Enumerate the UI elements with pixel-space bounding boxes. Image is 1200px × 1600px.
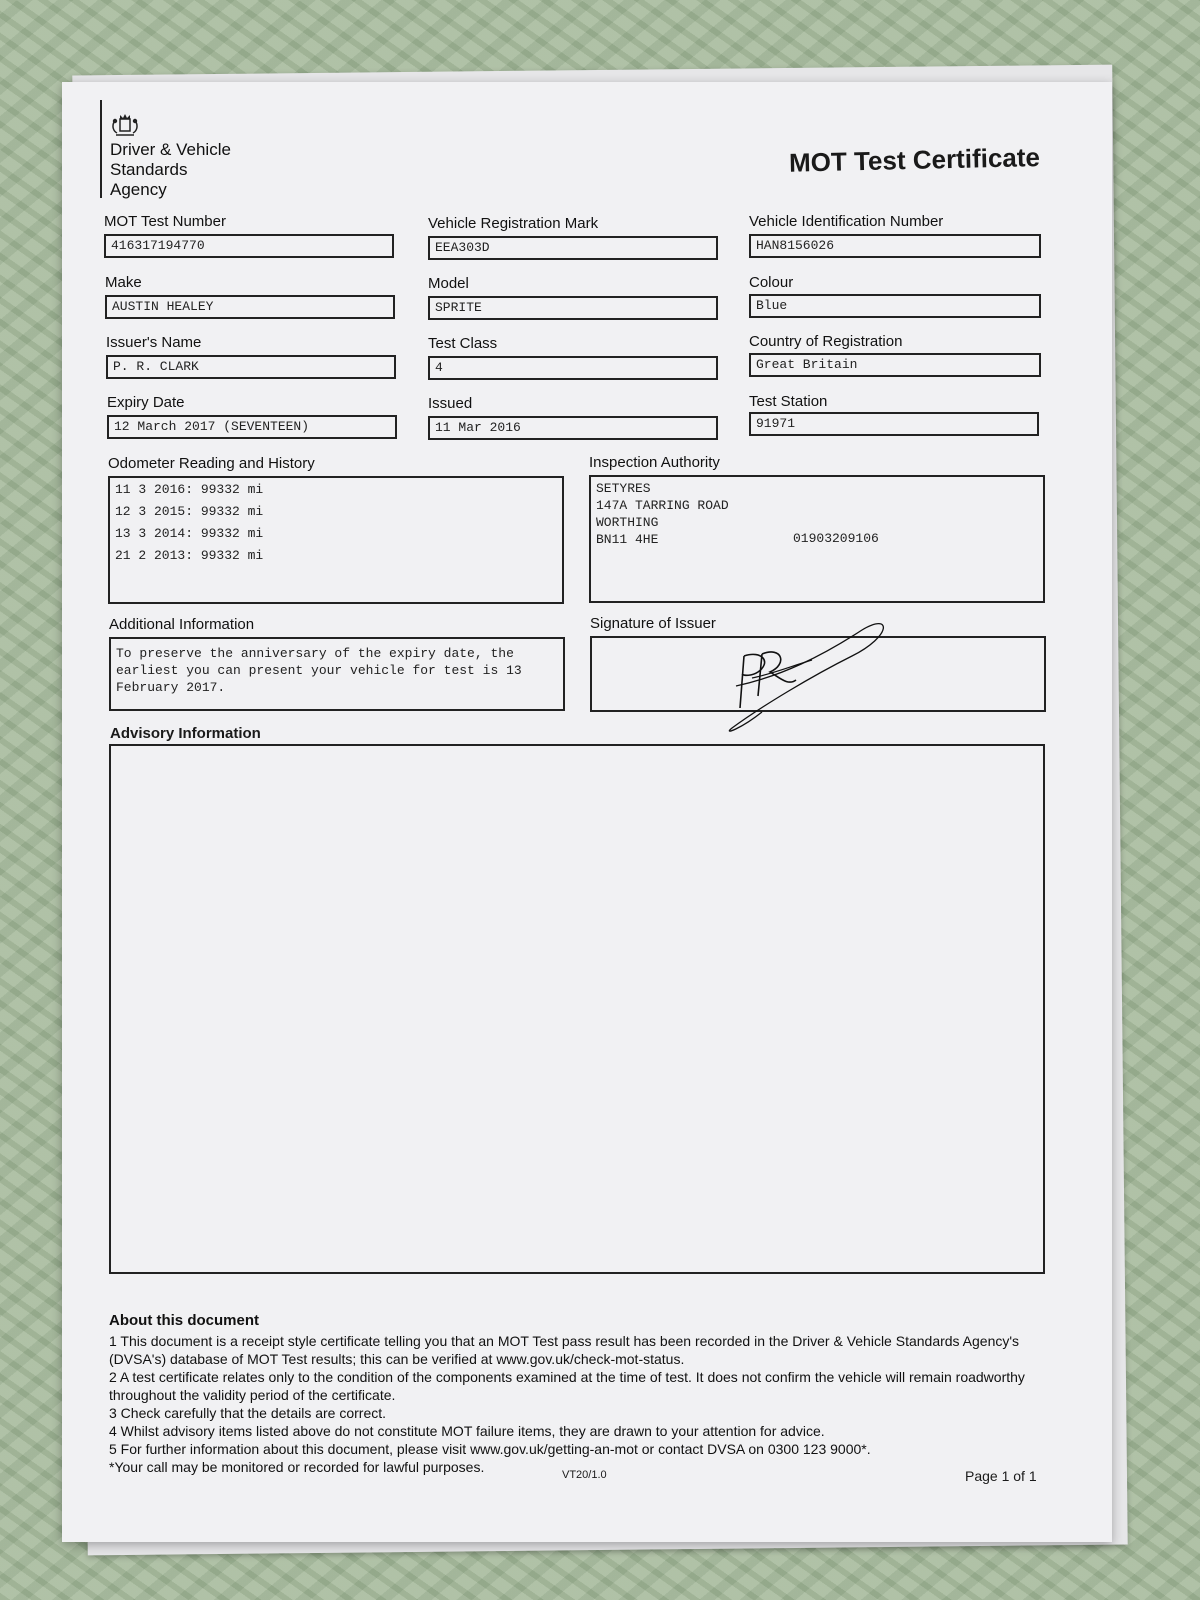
test-class-label: Test Class <box>428 335 498 352</box>
agency-line-3: Agency <box>110 180 167 199</box>
vin-value: HAN8156026 <box>749 234 1041 258</box>
page-title: MOT Test Certificate <box>788 142 1041 178</box>
test-class-value: 4 <box>428 356 718 380</box>
about-item: 3 Check carefully that the details are correct. <box>109 1405 387 1421</box>
agency-line-2: Standards <box>110 160 188 179</box>
about-item: 2 A test certificate relates only to the condition of the components examined at the time of test. It does not confirm the vehicle will remain roadworthy throughout the validity period of the certificate. <box>109 1369 1025 1403</box>
advisory-heading: Advisory Information <box>110 725 261 742</box>
test-station-label: Test Station <box>749 393 828 410</box>
authority-line: WORTHING <box>596 515 659 530</box>
vrm-label: Vehicle Registration Mark <box>428 215 599 232</box>
vrm-value: EEA303D <box>428 236 718 260</box>
colour-value: Blue <box>749 294 1041 318</box>
inspection-authority-label: Inspection Authority <box>589 454 720 471</box>
model-label: Model <box>428 275 469 292</box>
advisory-box <box>109 744 1045 1274</box>
vin-label: Vehicle Identification Number <box>749 213 944 230</box>
logo-bar <box>100 100 102 198</box>
agency-name <box>110 140 231 200</box>
about-item: 4 Whilst advisory items listed above do not constitute MOT failure items, they are drawn to your attention for advice. <box>109 1423 825 1439</box>
additional-info-box <box>109 637 565 711</box>
additional-info-label: Additional Information <box>109 616 255 633</box>
about-section <box>109 1312 1049 1476</box>
country-label: Country of Registration <box>749 333 903 350</box>
odometer-entry: 12 3 2015: 99332 mi <box>115 504 264 519</box>
signature-label: Signature of Issuer <box>590 615 716 632</box>
expiry-date-label: Expiry Date <box>107 394 185 411</box>
issuer-name-value: P. R. CLARK <box>106 355 396 379</box>
certificate-page <box>62 82 1112 1542</box>
issued-value: 11 Mar 2016 <box>428 416 718 440</box>
additional-info-text: To preserve the anniversary of the expiry date, the earliest you can present your vehicle for test is 13 February 2017. <box>116 646 522 695</box>
mot-test-number-label: MOT Test Number <box>104 213 226 230</box>
handwritten-signature <box>722 616 892 736</box>
odometer-entry: 11 3 2016: 99332 mi <box>115 482 264 497</box>
colour-label: Colour <box>749 274 794 291</box>
country-value: Great Britain <box>749 353 1041 377</box>
mot-test-number-value: 416317194770 <box>104 234 394 258</box>
signature-box <box>590 636 1046 712</box>
issued-label: Issued <box>428 395 473 412</box>
model-value: SPRITE <box>428 296 718 320</box>
odometer-entry: 13 3 2014: 99332 mi <box>115 526 264 541</box>
authority-line: SETYRES <box>596 481 651 496</box>
about-item: 1 This document is a receipt style certificate telling you that an MOT Test pass result has been recorded in the Driver & Vehicle Standards Agency's (DVSA's) database of MOT Test results; this can be verified at www.gov.uk/check-mot-status. <box>109 1333 1020 1367</box>
form-code: VT20/1.0 <box>562 1469 607 1481</box>
make-label: Make <box>105 274 142 291</box>
about-heading: About this document <box>109 1312 259 1329</box>
dvsa-logo <box>100 100 290 200</box>
odometer-label: Odometer Reading and History <box>108 455 315 472</box>
about-item: 5 For further information about this document, please visit www.gov.uk/getting-an-mot or contact DVSA on 0300 123 9000*. <box>109 1441 871 1457</box>
issuer-name-label: Issuer's Name <box>106 334 202 351</box>
about-item: *Your call may be monitored or recorded for lawful purposes. <box>109 1459 485 1475</box>
authority-phone: 01903209106 <box>793 531 879 546</box>
authority-line: BN11 4HE <box>596 532 659 547</box>
page-number: Page 1 of 1 <box>965 1468 1037 1484</box>
test-station-value: 91971 <box>749 412 1039 436</box>
agency-line-1: Driver & Vehicle <box>110 140 231 159</box>
odometer-entry: 21 2 2013: 99332 mi <box>115 548 264 563</box>
authority-line: 147A TARRING ROAD <box>596 498 729 513</box>
odometer-history-box <box>108 476 564 604</box>
expiry-date-value: 12 March 2017 (SEVENTEEN) <box>107 415 397 439</box>
inspection-authority-box <box>589 475 1045 603</box>
make-value: AUSTIN HEALEY <box>105 295 395 319</box>
royal-crest-icon <box>110 112 140 138</box>
